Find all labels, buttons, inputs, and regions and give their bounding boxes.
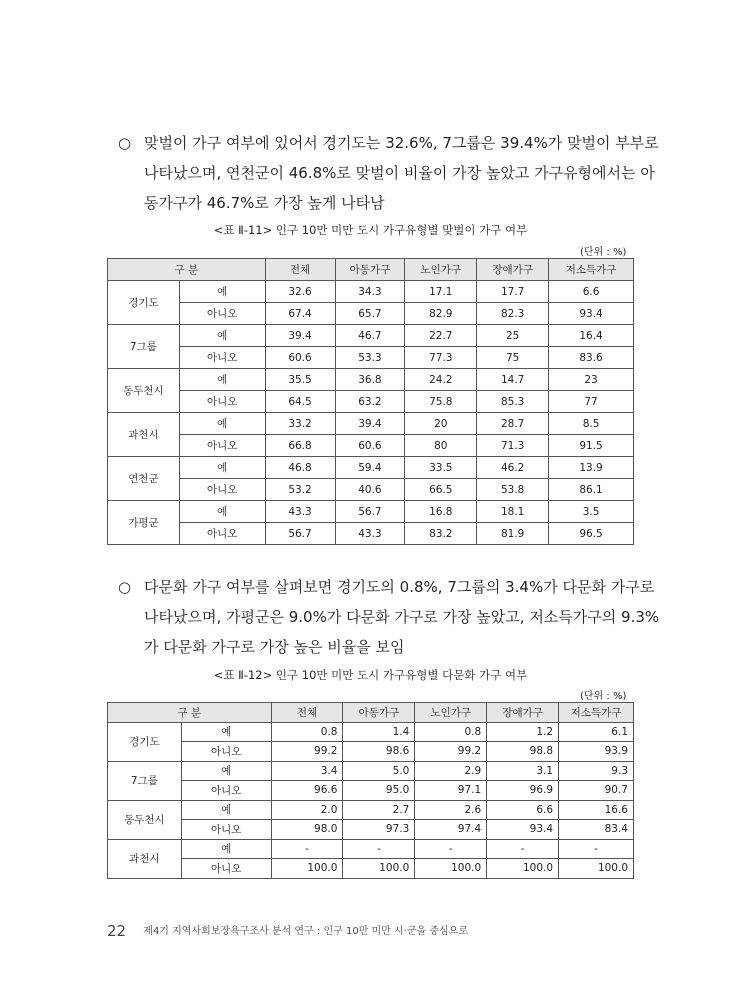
header-elderly: 노인가구 — [405, 259, 477, 281]
value-cell: 83.6 — [549, 347, 634, 369]
value-cell: 66.5 — [405, 479, 477, 501]
value-cell: 82.9 — [405, 303, 477, 325]
value-cell: 83.2 — [405, 523, 477, 545]
table-row — [108, 722, 634, 742]
answer-label-cell: 아니오 — [181, 781, 271, 801]
paragraph-line: 동가구가 46.7%로 가장 높게 나타남 — [144, 194, 385, 212]
header-category: 구 분 — [108, 259, 266, 281]
page-number: 22 — [107, 922, 127, 940]
table-row — [108, 820, 634, 840]
value-cell: 96.6 — [271, 781, 343, 801]
answer-label-cell: 예 — [181, 839, 271, 859]
value-cell: 2.7 — [343, 800, 415, 820]
table-row — [108, 839, 634, 859]
answer-label-cell: 아니오 — [181, 820, 271, 840]
value-cell: 93.9 — [559, 742, 634, 762]
answer-label-cell: 아니오 — [179, 523, 265, 545]
value-cell: 39.4 — [335, 413, 405, 435]
table-row — [108, 781, 634, 801]
table-row — [108, 479, 634, 501]
value-cell: - — [271, 839, 343, 859]
region-cell: 경기도 — [108, 722, 182, 761]
table1-caption: <표 Ⅱ-11> 인구 10만 미만 도시 가구유형별 맞벌이 가구 여부 — [213, 223, 528, 237]
value-cell: 2.9 — [415, 761, 487, 781]
value-cell: 100.0 — [559, 859, 634, 879]
answer-label-cell: 예 — [181, 800, 271, 820]
value-cell: 98.0 — [271, 820, 343, 840]
value-cell: 66.8 — [265, 435, 335, 457]
value-cell: 99.2 — [271, 742, 343, 762]
bullet-marker: ○ — [118, 578, 132, 596]
answer-label-cell: 예 — [179, 281, 265, 303]
value-cell: 75 — [477, 347, 549, 369]
header-category: 구 분 — [108, 703, 272, 723]
value-cell: 13.9 — [549, 457, 634, 479]
value-cell: 93.4 — [549, 303, 634, 325]
value-cell: 46.7 — [335, 325, 405, 347]
table-row — [108, 761, 634, 781]
table-row — [108, 303, 634, 325]
answer-label-cell: 아니오 — [179, 479, 265, 501]
value-cell: 60.6 — [265, 347, 335, 369]
value-cell: 16.6 — [559, 800, 634, 820]
value-cell: 86.1 — [549, 479, 634, 501]
table-row — [108, 281, 634, 303]
header-total: 전체 — [265, 259, 335, 281]
value-cell: 53.2 — [265, 479, 335, 501]
region-cell: 7그룹 — [108, 761, 182, 800]
answer-label-cell: 예 — [179, 369, 265, 391]
value-cell: 67.4 — [265, 303, 335, 325]
value-cell: 63.2 — [335, 391, 405, 413]
value-cell: 43.3 — [265, 501, 335, 523]
answer-label-cell: 아니오 — [179, 303, 265, 325]
paragraph-multicultural — [118, 572, 660, 662]
value-cell: 65.7 — [335, 303, 405, 325]
value-cell: 64.5 — [265, 391, 335, 413]
table1-unit: (단위 : %) — [580, 247, 627, 258]
paragraph-line: 다문화 가구 여부를 살펴보면 경기도의 0.8%, 7그룹의 3.4%가 다문화 가구로 — [144, 578, 655, 596]
value-cell: 33.5 — [405, 457, 477, 479]
value-cell: 23 — [549, 369, 634, 391]
table-row — [108, 435, 634, 457]
region-cell: 연천군 — [108, 457, 180, 501]
footer-title: 제4기 지역사회보장욕구조사 분석 연구 : 인구 10만 미만 시·군을 중심으로 — [143, 926, 469, 937]
value-cell: 93.4 — [487, 820, 559, 840]
value-cell: 80 — [405, 435, 477, 457]
value-cell: 81.9 — [477, 523, 549, 545]
value-cell: 17.7 — [477, 281, 549, 303]
value-cell: 18.1 — [477, 501, 549, 523]
value-cell: 25 — [477, 325, 549, 347]
value-cell: 16.8 — [405, 501, 477, 523]
value-cell: - — [343, 839, 415, 859]
answer-label-cell: 아니오 — [179, 391, 265, 413]
value-cell: 46.2 — [477, 457, 549, 479]
value-cell: 2.0 — [271, 800, 343, 820]
table2-caption: <표 Ⅱ-12> 인구 10만 미만 도시 가구유형별 다문화 가구 여부 — [213, 668, 528, 682]
paragraph-line: 나타났으며, 연천군이 46.8%로 맞벌이 비율이 가장 높았고 가구유형에서는 아 — [144, 164, 655, 182]
value-cell: 17.1 — [405, 281, 477, 303]
header-elderly: 노인가구 — [415, 703, 487, 723]
value-cell: 75.8 — [405, 391, 477, 413]
paragraph-double-income — [118, 128, 659, 218]
value-cell: 100.0 — [343, 859, 415, 879]
answer-label-cell: 예 — [179, 325, 265, 347]
value-cell: 96.5 — [549, 523, 634, 545]
table-body — [108, 722, 634, 878]
region-cell: 동두천시 — [108, 369, 180, 413]
region-cell: 경기도 — [108, 281, 180, 325]
table-row — [108, 347, 634, 369]
answer-label-cell: 아니오 — [181, 859, 271, 879]
value-cell: 53.8 — [477, 479, 549, 501]
table-row — [108, 501, 634, 523]
double-income-table — [107, 258, 634, 545]
region-cell: 동두천시 — [108, 800, 182, 839]
table-row — [108, 742, 634, 762]
value-cell: 71.3 — [477, 435, 549, 457]
value-cell: 95.0 — [343, 781, 415, 801]
header-low-income: 저소득가구 — [559, 703, 634, 723]
value-cell: 90.7 — [559, 781, 634, 801]
value-cell: 16.4 — [549, 325, 634, 347]
table-row — [108, 457, 634, 479]
value-cell: 20 — [405, 413, 477, 435]
value-cell: 99.2 — [415, 742, 487, 762]
region-cell: 7그룹 — [108, 325, 180, 369]
value-cell: - — [415, 839, 487, 859]
answer-label-cell: 예 — [181, 761, 271, 781]
value-cell: 9.3 — [559, 761, 634, 781]
value-cell: 43.3 — [335, 523, 405, 545]
value-cell: 98.6 — [343, 742, 415, 762]
multicultural-table — [107, 702, 634, 879]
value-cell: 14.7 — [477, 369, 549, 391]
value-cell: - — [487, 839, 559, 859]
table2-unit: (단위 : %) — [580, 691, 627, 702]
value-cell: 3.5 — [549, 501, 634, 523]
value-cell: 33.2 — [265, 413, 335, 435]
value-cell: 28.7 — [477, 413, 549, 435]
value-cell: 56.7 — [335, 501, 405, 523]
value-cell: 34.3 — [335, 281, 405, 303]
answer-label-cell: 예 — [179, 457, 265, 479]
header-disabled: 장애가구 — [487, 703, 559, 723]
bullet-marker: ○ — [118, 134, 132, 152]
value-cell: 60.6 — [335, 435, 405, 457]
value-cell: 8.5 — [549, 413, 634, 435]
table-header-row — [108, 703, 634, 723]
table-body — [108, 281, 634, 545]
table-row — [108, 325, 634, 347]
paragraph-line: 맞벌이 가구 여부에 있어서 경기도는 32.6%, 7그룹은 39.4%가 맞벌이 부부로 — [144, 134, 659, 152]
value-cell: 53.3 — [335, 347, 405, 369]
value-cell: 46.8 — [265, 457, 335, 479]
table-header-row — [108, 259, 634, 281]
answer-label-cell: 예 — [179, 413, 265, 435]
value-cell: 24.2 — [405, 369, 477, 391]
table-row — [108, 859, 634, 879]
region-cell: 과천시 — [108, 839, 182, 878]
value-cell: 96.9 — [487, 781, 559, 801]
value-cell: 2.6 — [415, 800, 487, 820]
value-cell: 6.6 — [487, 800, 559, 820]
value-cell: 36.8 — [335, 369, 405, 391]
value-cell: 85.3 — [477, 391, 549, 413]
region-cell: 과천시 — [108, 413, 180, 457]
page-footer — [107, 922, 468, 940]
answer-label-cell: 아니오 — [179, 435, 265, 457]
value-cell: 3.4 — [271, 761, 343, 781]
value-cell: 56.7 — [265, 523, 335, 545]
answer-label-cell: 아니오 — [179, 347, 265, 369]
table-row — [108, 800, 634, 820]
value-cell: 6.1 — [559, 722, 634, 742]
value-cell: 1.2 — [487, 722, 559, 742]
answer-label-cell: 예 — [179, 501, 265, 523]
value-cell: 0.8 — [415, 722, 487, 742]
value-cell: 77.3 — [405, 347, 477, 369]
value-cell: 100.0 — [415, 859, 487, 879]
value-cell: 100.0 — [487, 859, 559, 879]
value-cell: 32.6 — [265, 281, 335, 303]
header-child: 아동가구 — [335, 259, 405, 281]
value-cell: 5.0 — [343, 761, 415, 781]
value-cell: 82.3 — [477, 303, 549, 325]
value-cell: 39.4 — [265, 325, 335, 347]
answer-label-cell: 아니오 — [181, 742, 271, 762]
header-low-income: 저소득가구 — [549, 259, 634, 281]
value-cell: 91.5 — [549, 435, 634, 457]
value-cell: 97.4 — [415, 820, 487, 840]
paragraph-line: 나타났으며, 가평군은 9.0%가 다문화 가구로 가장 높았고, 저소득가구의 9.3% — [144, 608, 660, 626]
header-total: 전체 — [271, 703, 343, 723]
paragraph-line: 가 다문화 가구로 가장 높은 비율을 보임 — [144, 638, 405, 656]
value-cell: 77 — [549, 391, 634, 413]
region-cell: 가평군 — [108, 501, 180, 545]
table-row — [108, 523, 634, 545]
value-cell: 83.4 — [559, 820, 634, 840]
value-cell: 35.5 — [265, 369, 335, 391]
value-cell: 6.6 — [549, 281, 634, 303]
table-row — [108, 413, 634, 435]
table-row — [108, 391, 634, 413]
answer-label-cell: 예 — [181, 722, 271, 742]
value-cell: 97.3 — [343, 820, 415, 840]
value-cell: - — [559, 839, 634, 859]
value-cell: 97.1 — [415, 781, 487, 801]
value-cell: 22.7 — [405, 325, 477, 347]
header-child: 아동가구 — [343, 703, 415, 723]
value-cell: 0.8 — [271, 722, 343, 742]
value-cell: 100.0 — [271, 859, 343, 879]
header-disabled: 장애가구 — [477, 259, 549, 281]
value-cell: 98.8 — [487, 742, 559, 762]
value-cell: 40.6 — [335, 479, 405, 501]
table-row — [108, 369, 634, 391]
value-cell: 3.1 — [487, 761, 559, 781]
value-cell: 1.4 — [343, 722, 415, 742]
value-cell: 59.4 — [335, 457, 405, 479]
